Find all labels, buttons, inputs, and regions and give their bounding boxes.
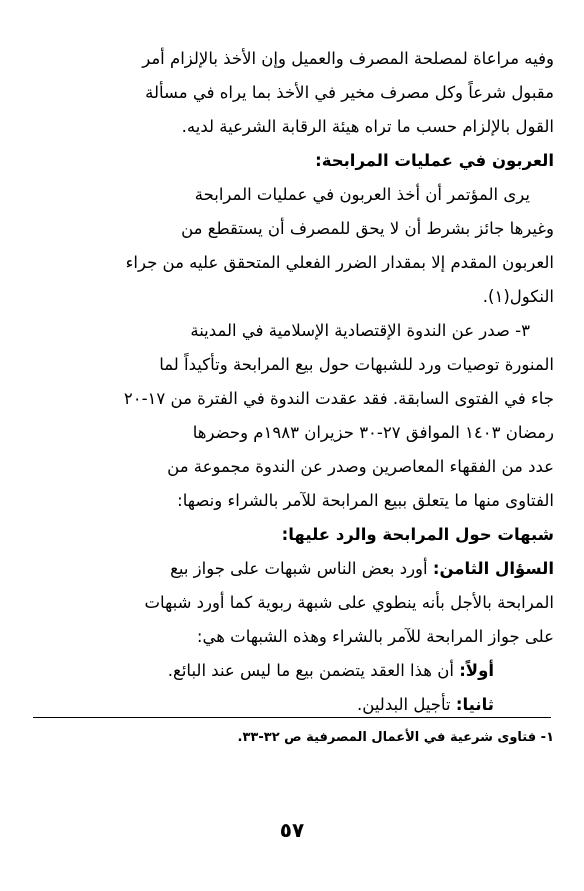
footnote-separator [33, 717, 551, 718]
list-item-text: أن هذا العقد يتضمن بيع ما ليس عند البائع. [167, 661, 454, 680]
paragraph-line: الفتاوى منها ما يتعلق ببيع المرابحة للآمر بالشراء ونصها: [177, 491, 554, 510]
page-number: ٥٧ [279, 818, 305, 842]
paragraph-line: جاء في الفتوى السابقة. فقد عقدت الندوة في الفترة من ١٧-٢٠ [123, 389, 554, 408]
paragraph-line: العربون المقدم إلا بمقدار الضرر الفعلي المتحقق عليه من جراء [125, 253, 554, 272]
paragraph-line: النكول(١). [482, 287, 554, 306]
list-item-text: تأجيل البدلين. [357, 695, 451, 714]
paragraph-line: يرى المؤتمر أن أخذ العربون في عمليات المرابحة [194, 185, 530, 204]
section-heading-doubts: شبهات حول المرابحة والرد عليها: [281, 525, 554, 544]
paragraph-line: رمضان ١٤٠٣ الموافق ٢٧-٣٠ حزيران ١٩٨٣م وحضرها [192, 423, 554, 442]
question-label: السؤال الثامن: [432, 559, 554, 578]
paragraph-line [30, 552, 554, 586]
paragraph-line: المرابحة بالأجل بأنه ينطوي على شبهة ربوية كما أورد شبهات [144, 593, 554, 612]
body-text [30, 42, 554, 722]
paragraph-line: وفيه مراعاة لمصلحة المصرف والعميل وإن الأخذ بالإلزام أمر [142, 49, 554, 68]
question-text: أورد بعض الناس شبهات على جواز بيع [170, 559, 428, 578]
paragraph-line: القول بالإلزام حسب ما تراه هيئة الرقابة الشرعية لديه. [181, 117, 554, 136]
paragraph-line: ٣- صدر عن الندوة الإقتصادية الإسلامية في المدينة [190, 321, 530, 340]
list-marker-second: ثانيا: [455, 695, 494, 714]
list-marker-first: أولاً: [459, 661, 494, 680]
paragraph-line: عدد من الفقهاء المعاصرين وصدر عن الندوة مجموعة من [167, 457, 554, 476]
list-item [30, 654, 554, 688]
paragraph-line: مقبول شرعاً وكل مصرف مخير في الأخذ بما يراه في مسألة [145, 83, 554, 102]
paragraph-line: المنورة توصيات ورد للشبهات حول بيع المرابحة وتأكيداً لما [159, 355, 554, 374]
paragraph-line: على جواز المرابحة للآمر بالشراء وهذه الشبهات هي: [196, 627, 554, 646]
paragraph-line: وغيرها جائز بشرط أن لا يحق للمصرف أن يستقطع من [181, 219, 554, 238]
section-heading-arboun: العربون في عمليات المرابحة: [315, 151, 554, 170]
footnote: ١- فتاوى شرعية في الأعمال المصرفية ص ٣٢-٣٣. [237, 730, 554, 745]
